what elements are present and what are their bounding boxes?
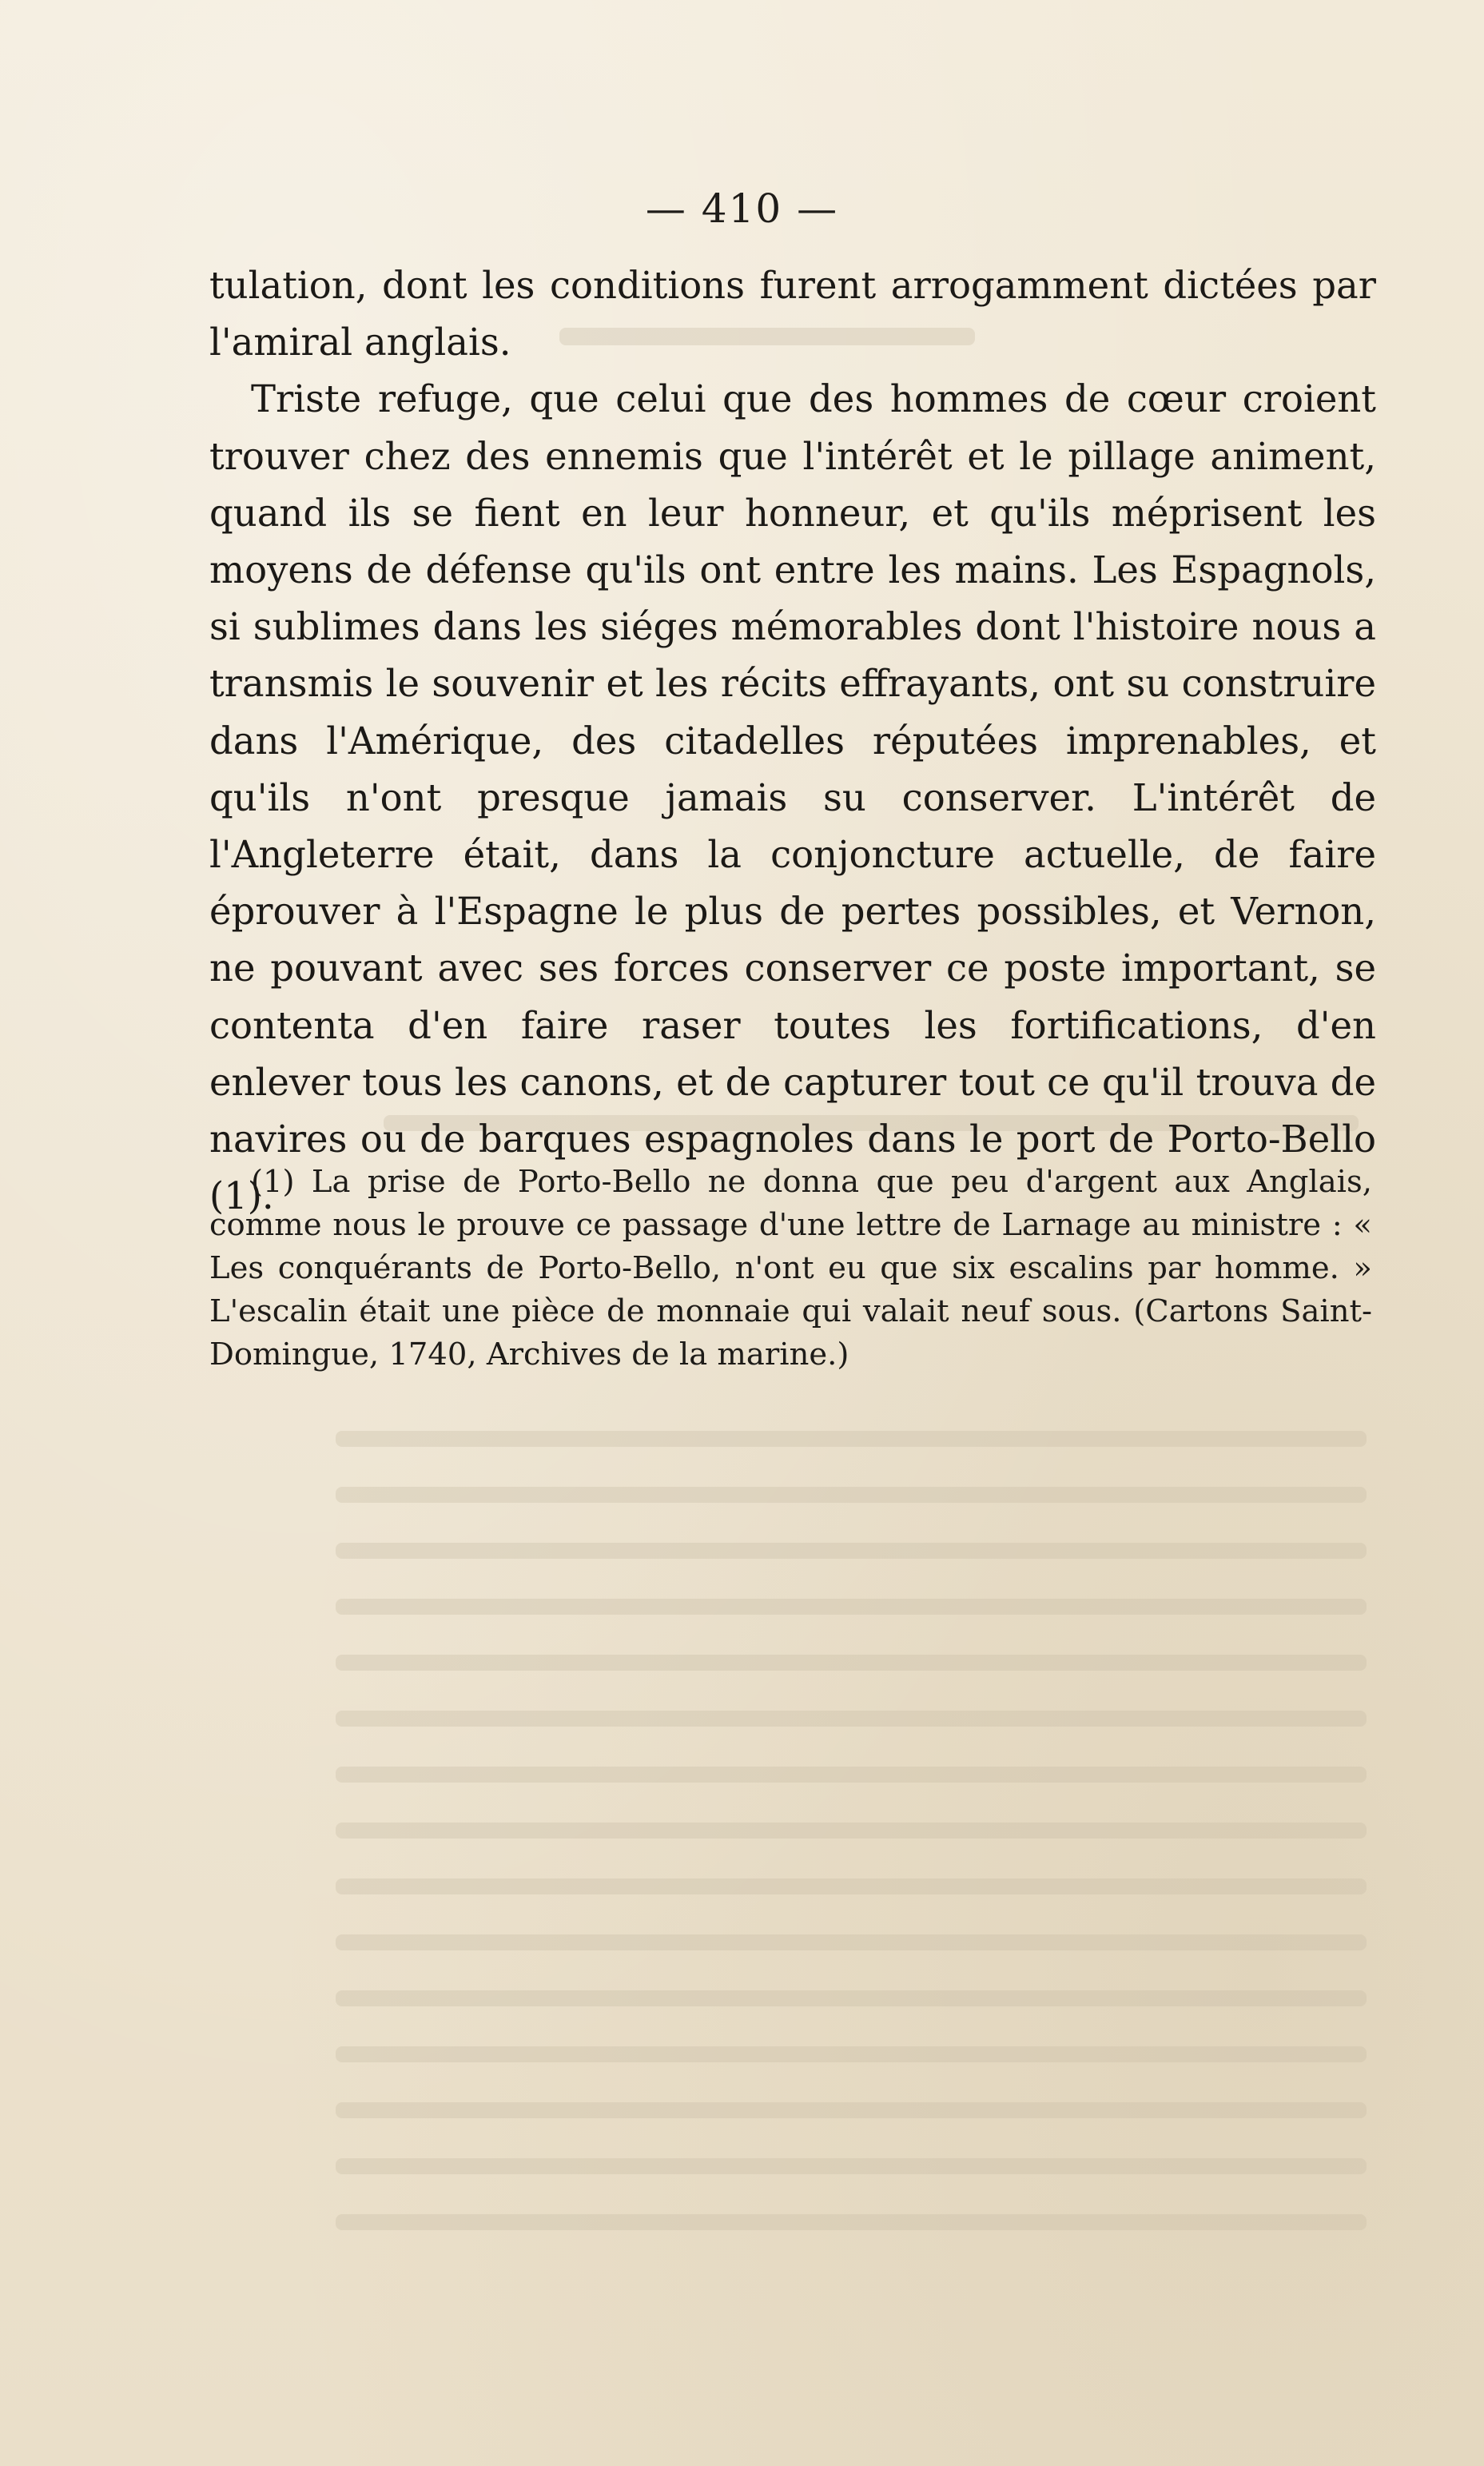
- paragraph: Triste refuge, que celui que des hommes de cœur croient trouver chez des ennemis que l'intérêt et le pillage animent, quand ils se fient en leur honneur, et qu'ils méprisent les moyens de défense qu'ils ont entre les mains. Les Espagnols, si sublimes dans les siéges mémorables dont l'histoire nous a transmis le souvenir et les récits effrayants, ont su construire dans l'Amérique, des citadelles réputées imprenables, et qu'ils n'ont presque jamais su conserver. L'intérêt de l'Angleterre était, dans la conjoncture actuelle, de faire éprouver à l'Espagne le plus de pertes possibles, et Vernon, ne pouvant avec ses forces conserver ce poste important, se contenta d'en faire raser toutes les fortifications, d'en enlever tous les canons, et de capturer tout ce qu'il trouva de navires ou de barques espagnoles dans le port de Porto-Bello (1).: [209, 377, 1376, 1218]
- paragraph-continued: tulation, dont les conditions furent arrogamment dictées par l'amiral anglais.: [209, 264, 1376, 365]
- footnote: [209, 1161, 1372, 1376]
- page-number: — 410 —: [645, 185, 839, 232]
- footnote-text: (1) La prise de Porto-Bello ne donna que peu d'argent aux Anglais, comme nous le prouve ce passage d'une lettre de Larnage au ministre : « Les conquérants de Porto-Bello, n'ont eu que six escalins par homme. » L'escalin était une pièce de monnaie qui valait neuf sous. (Cartons Saint-Domingue, 1740, Archives de la marine.): [209, 1164, 1372, 1372]
- main-text: [209, 257, 1376, 1225]
